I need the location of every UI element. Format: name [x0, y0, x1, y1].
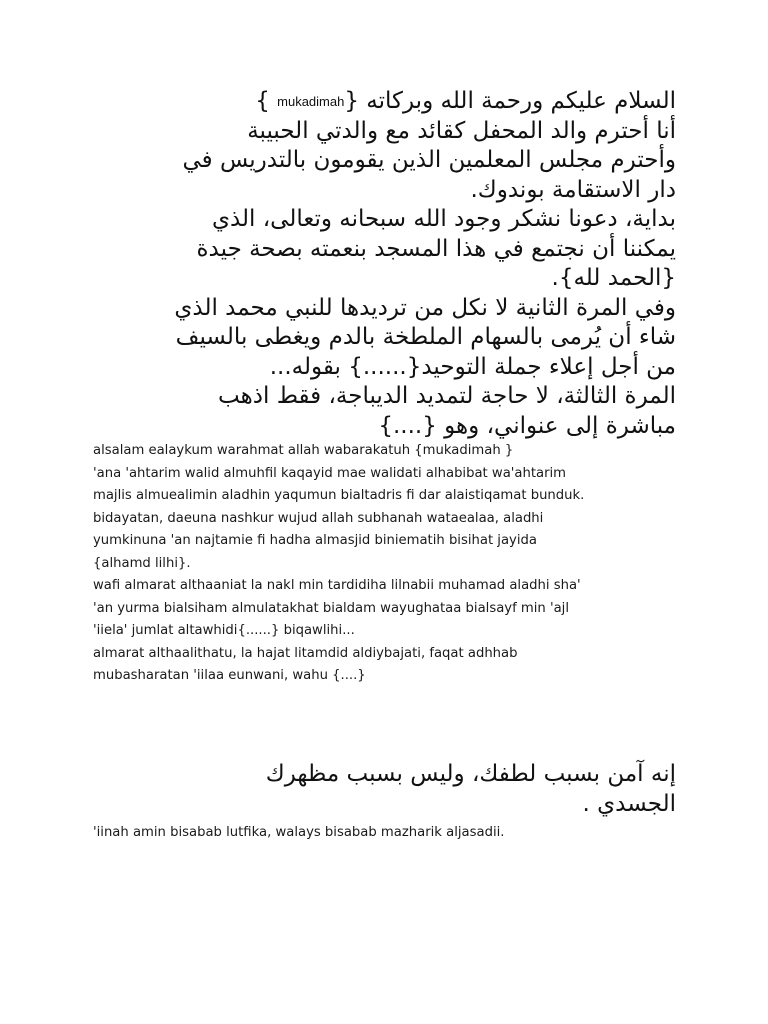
quote-translit-line: 'iinah amin bisabab lutfika, walays bisabab mazharik aljasadii. [93, 825, 505, 840]
arabic-line: يمكننا أن نجتمع في هذا المسجد بنعمته بصحة جيدة [196, 235, 676, 262]
arabic-quote-block [92, 760, 676, 819]
arabic-line: شاء أن يُرمى بالسهام الملطخة بالدم ويغطى بالسيف [175, 324, 676, 350]
translit-line: {alhamd lilhi}. [93, 555, 191, 571]
mukadimah-tag: mukadimah [277, 94, 345, 109]
arabic-line: وأحترم مجلس المعلمين الذين يقومون بالتدريس في [182, 147, 676, 173]
quote-transliteration-block [93, 822, 693, 845]
translit-line: wafi almarat althaaniat la nakl min tardidiha lilnabii muhamad aladhi sha' [93, 578, 581, 593]
transliteration-block [93, 440, 693, 688]
translit-line: yumkinuna 'an najtamie fi hadha almasjid biniematih bisihat jayida [93, 533, 537, 548]
arabic-speech-block [92, 87, 676, 441]
arabic-quote-line: إنه آمن بسبب لطفك، وليس بسبب مظهرك [265, 761, 676, 787]
arabic-line: أنا أحترم والد المحفل كقائد مع والدتي الحبيبة [247, 117, 676, 144]
arabic-greeting-line [92, 87, 676, 117]
translit-line: bidayatan, daeuna nashkur wujud allah subhanah wataealaa, aladhi [93, 510, 544, 526]
translit-line: almarat althaalithatu, la hajat litamdid aldiybajati, faqat adhhab [93, 645, 518, 661]
arabic-line: مباشرة إلى عنواني، وهو {....} [378, 412, 676, 439]
translit-line: 'an yurma bialsiham almulatakhat bialdam wayughataa bialsayf min 'ajl [93, 600, 570, 616]
arabic-line: المرة الثالثة، لا حاجة لتمديد الديباجة، فقط اذهب [218, 383, 676, 409]
arabic-line: من أجل إعلاء جملة التوحيد{......} بقوله... [269, 353, 676, 380]
arabic-greeting-text: السلام عليكم ورحمة الله وبركاته { [344, 88, 676, 114]
arabic-line: {الحمد لله}. [551, 265, 676, 291]
greeting-brace-close: } [255, 88, 270, 114]
translit-line: majlis almuealimin aladhin yaqumun bialtadris fi dar alaistiqamat bunduk. [93, 488, 585, 503]
arabic-quote-line: الجسدي . [582, 790, 676, 817]
translit-line: 'ana 'ahtarim walid almuhfil kaqayid mae walidati alhabibat wa'ahtarim [93, 465, 567, 481]
arabic-line: بداية، دعونا نشكر وجود الله سبحانه وتعالى، الذي [211, 206, 676, 232]
arabic-line: وفي المرة الثانية لا نكل من ترديدها للنبي محمد الذي [174, 294, 676, 321]
translit-line: 'iiela' jumlat altawhidi{......} biqawlihi... [93, 623, 355, 638]
arabic-line: دار الاستقامة بوندوك. [470, 176, 676, 203]
translit-line: mubasharatan 'iilaa eunwani, wahu {....} [93, 668, 366, 683]
translit-line: alsalam ealaykum warahmat allah wabarakatuh {mukadimah } [93, 443, 514, 458]
